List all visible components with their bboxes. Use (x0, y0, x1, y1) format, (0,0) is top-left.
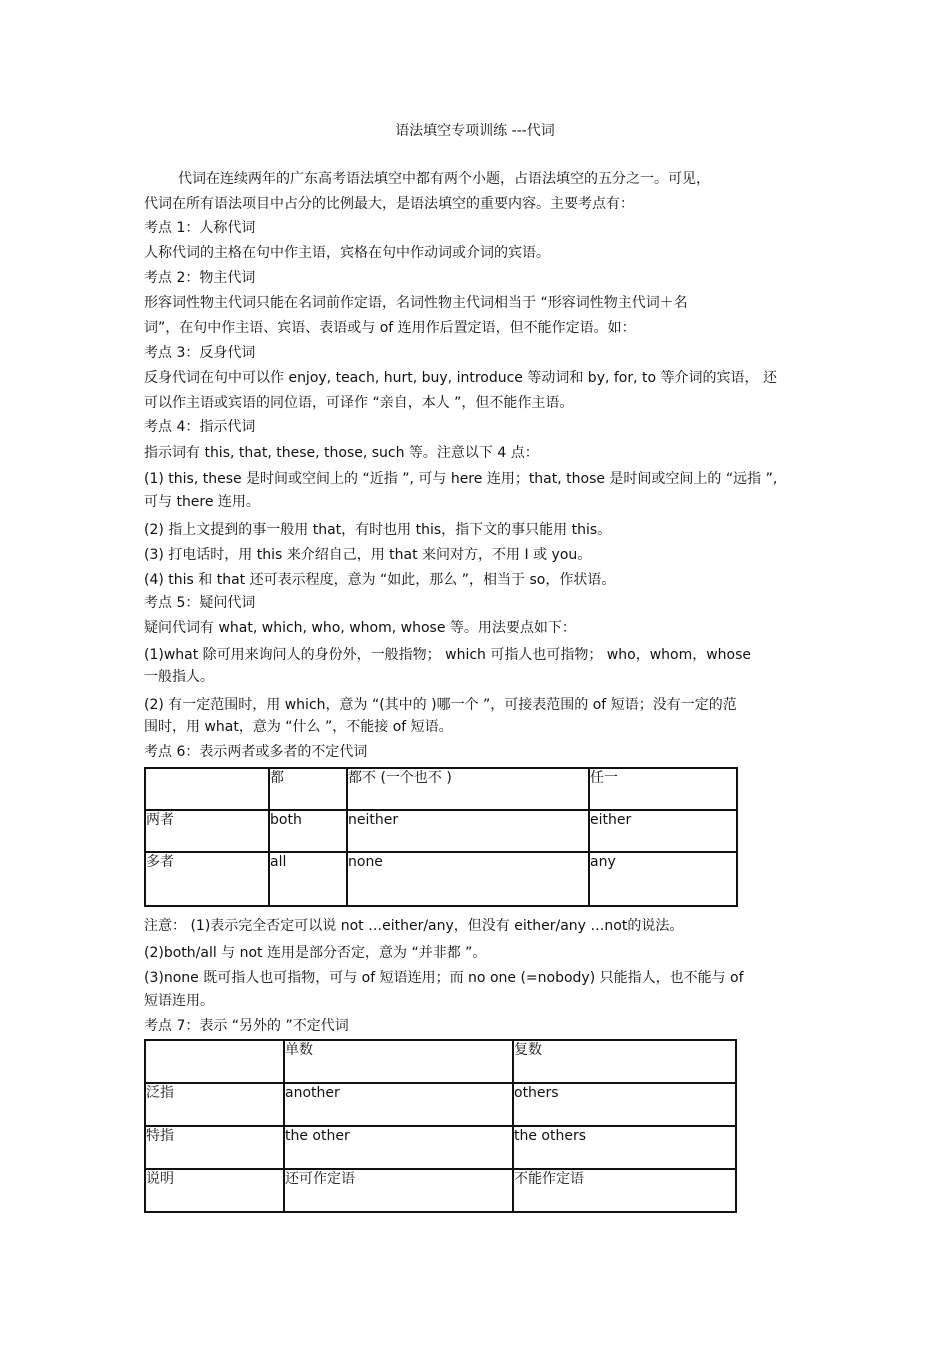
table-cell: 都 (269, 768, 347, 810)
body-line: (2) 有一定范围时，用 which，意为 “(其中的 )哪一个 ”，可接表范围的 of 短语；没有一定的范 (144, 697, 737, 713)
body-line: (2) 指上文提到的事一般用 that，有时也用 this，指下文的事只能用 this。 (144, 522, 612, 538)
table-row (145, 1126, 736, 1169)
note-line-1: 注意： (1)表示完全否定可以说 not …either/any，但没有 either/any …not的说法。 (144, 918, 684, 934)
table-header-row (145, 1040, 736, 1083)
body-line: 形容词性物主代词只能在名词前作定语，名词性物主代词相当于 “形容词性物主代词＋名 (144, 295, 688, 311)
section-heading-6: 考点 6：表示两者或多者的不定代词 (144, 744, 368, 760)
table-cell: neither (347, 810, 589, 852)
body-line: 人称代词的主格在句中作主语，宾格在句中作动词或介词的宾语。 (144, 245, 550, 261)
body-line: (1)what 除可用来询问人的身份外，一般指物； which 可指人也可指物； who，whom，whose (144, 647, 752, 663)
body-line: 疑问代词有 what, which, who, whom, whose 等。用法要点如下： (144, 620, 576, 636)
table-row (145, 852, 737, 906)
table-cell (145, 768, 269, 810)
table-row (145, 810, 737, 852)
table-row (145, 1083, 736, 1126)
table-cell: 任一 (589, 768, 737, 810)
table-cell: 说明 (145, 1169, 284, 1212)
body-line: (4) this 和 that 还可表示程度，意为 “如此，那么 ”，相当于 so，作状语。 (144, 572, 616, 588)
note-line-3: (3)none 既可指人也可指物，可与 of 短语连用；而 no one (=nobody) 只能指人，也不能与 of (144, 970, 744, 986)
body-line: 反身代词在句中可以作 enjoy, teach, hurt, buy, introduce 等动词和 by, for, to 等介词的宾语， 还 (144, 370, 777, 386)
body-line: 指示词有 this, that, these, those, such 等。注意以下 4 点： (144, 445, 539, 461)
table-cell: 多者 (145, 852, 269, 906)
body-line: 词”，在句中作主语、宾语、表语或与 of 连用作后置定语，但不能作定语。如： (144, 320, 636, 336)
intro-line-1: 代词在连续两年的广东高考语法填空中都有两个小题，占语法填空的五分之一。可见， (178, 171, 710, 187)
section-heading-5: 考点 5：疑问代词 (144, 595, 256, 611)
table-cell: 都不 (一个也不 ) (347, 768, 589, 810)
table-cell: others (513, 1083, 736, 1126)
note-line-4: 短语连用。 (144, 993, 214, 1009)
section-heading-7: 考点 7：表示 “另外的 ”不定代词 (144, 1018, 349, 1034)
table-cell (145, 1040, 284, 1083)
body-line: 围时，用 what，意为 “什么 ”，不能接 of 短语。 (144, 719, 453, 735)
indefinite-pronoun-table-2 (144, 1039, 737, 1213)
table-cell: 单数 (284, 1040, 513, 1083)
body-line: 可以作主语或宾语的同位语，可译作 “亲自，本人 ”，但不能作主语。 (144, 395, 574, 411)
table-row (145, 1169, 736, 1212)
table-cell: the others (513, 1126, 736, 1169)
section-heading-2: 考点 2：物主代词 (144, 270, 256, 286)
table-cell: both (269, 810, 347, 852)
note-line-2: (2)both/all 与 not 连用是部分否定，意为 “并非都 ”。 (144, 945, 487, 961)
document-title: 语法填空专项训练 ---代词 (395, 123, 555, 139)
table-cell: 特指 (145, 1126, 284, 1169)
table-cell: 还可作定语 (284, 1169, 513, 1212)
table-cell: the other (284, 1126, 513, 1169)
table-cell: 泛指 (145, 1083, 284, 1126)
table-cell: another (284, 1083, 513, 1126)
indefinite-pronoun-table-1 (144, 767, 738, 907)
body-line: 可与 there 连用。 (144, 494, 260, 510)
table-cell: either (589, 810, 737, 852)
section-heading-1: 考点 1：人称代词 (144, 220, 256, 236)
table-cell: all (269, 852, 347, 906)
body-line: (1) this, these 是时间或空间上的 “近指 ”, 可与 here 连用；that, those 是时间或空间上的 “远指 ”, (144, 471, 778, 487)
table-cell: 复数 (513, 1040, 736, 1083)
table-cell: any (589, 852, 737, 906)
table-cell: 不能作定语 (513, 1169, 736, 1212)
intro-line-2: 代词在所有语法项目中占分的比例最大，是语法填空的重要内容。主要考点有： (144, 196, 634, 212)
table-cell: none (347, 852, 589, 906)
section-heading-3: 考点 3：反身代词 (144, 345, 256, 361)
section-heading-4: 考点 4：指示代词 (144, 419, 256, 435)
table-header-row (145, 768, 737, 810)
table-cell: 两者 (145, 810, 269, 852)
body-line: 一般指人。 (144, 669, 214, 685)
body-line: (3) 打电话时，用 this 来介绍自己，用 that 来问对方，不用 I 或 you。 (144, 547, 592, 563)
